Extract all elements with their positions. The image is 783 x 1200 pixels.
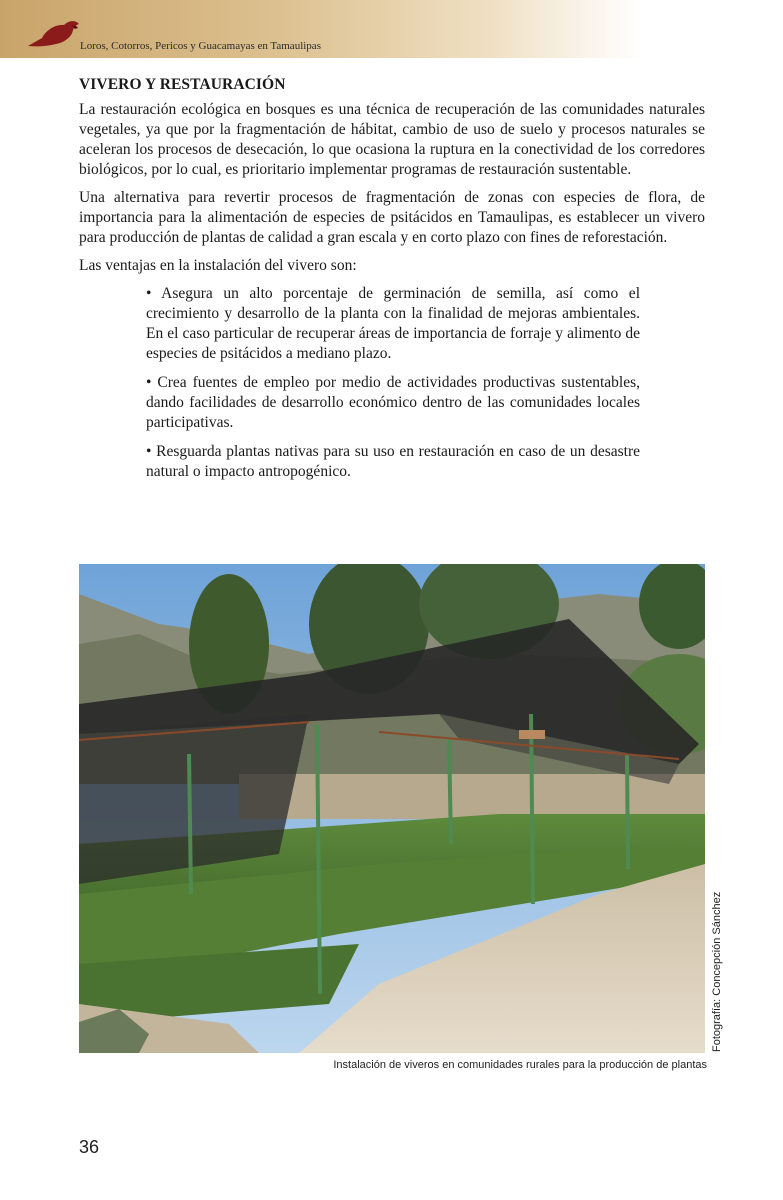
parrot-silhouette-icon (26, 16, 82, 52)
paragraph: Las ventajas en la instalación del vivero son: (79, 257, 357, 274)
paragraph: Una alternativa para revertir procesos de fragmentación de zonas con especies de flora, de importancia para la alimentación de especies de psitácidos en Tamaulipas, es establecer un vivero para producción de plantas de calidad a gran escala y en corto plazo con fines de reforestación. (79, 189, 705, 246)
paragraph: La restauración ecológica en bosques es una técnica de recuperación de las comunidades naturales vegetales, ya que por la fragmentación de hábitat, cambio de uso de suelo y procesos naturales se aceleran los procesos de desecación, lo que ocasiona la ruptura en la conectividad de los corredores biológicos, por lo cual, es prioritario implementar programas de restauración sustentable. (79, 101, 705, 178)
list-item: • Crea fuentes de empleo por medio de actividades productivas sustentables, dando facilidades de desarrollo económico dentro de las comunidades locales participativas. (146, 374, 640, 431)
nursery-photo (79, 564, 705, 1053)
advantages-list (146, 284, 640, 482)
running-header-title: Loros, Cotorros, Pericos y Guacamayas en Tamaulipas (80, 40, 321, 52)
header-band (0, 0, 783, 58)
list-item: • Resguarda plantas nativas para su uso en restauración en caso de un desastre natural o impacto antropogénico. (146, 443, 640, 480)
main-content (79, 76, 705, 491)
list-item: • Asegura un alto porcentaje de germinación de semilla, así como el crecimiento y desarrollo de la planta con la finalidad de mejoras ambientales. En el caso particular de recuperar áreas de importancia de forraje y alimento de especies de psitácidos a mediano plazo. (146, 285, 640, 362)
photo-credit: Fotografía: Concepción Sánchez (711, 891, 723, 1052)
figure-caption: Instalación de viveros en comunidades rurales para la producción de plantas (333, 1059, 707, 1071)
section-title: VIVERO Y RESTAURACIÓN (79, 76, 286, 93)
page-number: 36 (79, 1137, 100, 1157)
